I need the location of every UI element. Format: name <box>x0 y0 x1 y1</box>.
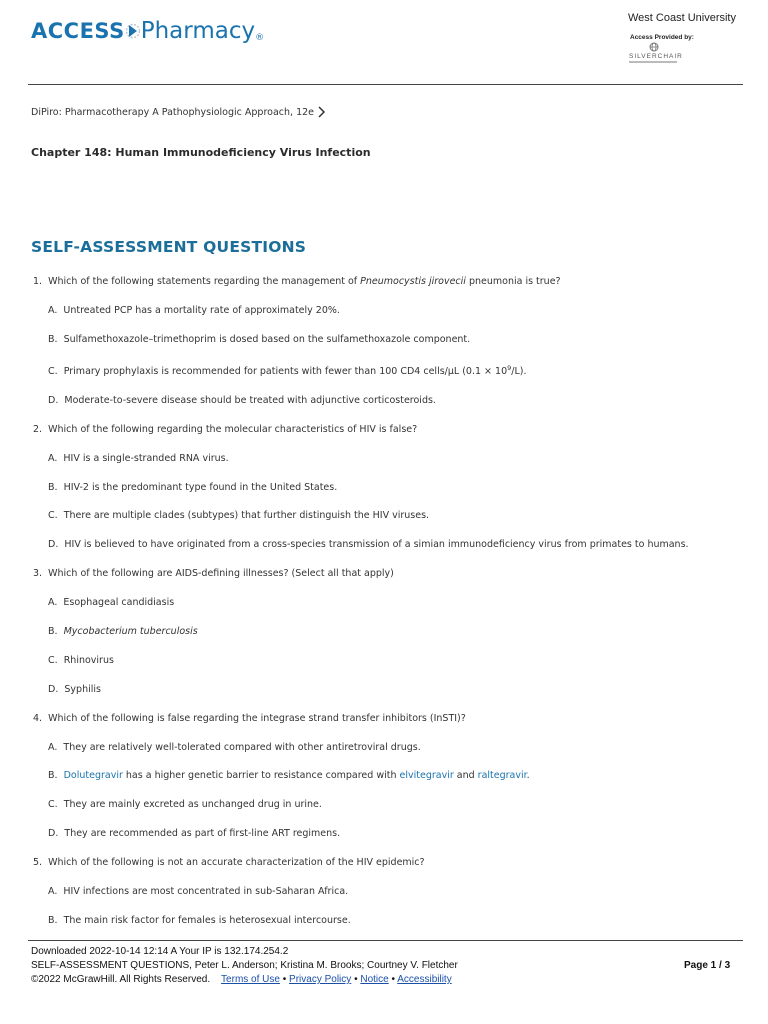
logo-arrow-icon <box>126 20 140 42</box>
footer-divider <box>28 940 743 941</box>
question-2-option-b: B. HIV-2 is the predominant type found in the United States. <box>48 482 338 493</box>
section-title: SELF-ASSESSMENT QUESTIONS <box>31 238 307 256</box>
institution-name: West Coast University <box>628 12 736 24</box>
access-provided-label: Access Provided by: <box>630 34 694 41</box>
logo-registered-mark: ® <box>255 33 265 43</box>
question-3-option-c: C. Rhinovirus <box>48 655 114 666</box>
notice-link[interactable]: Notice <box>360 974 389 985</box>
question-2: 2. Which of the following regarding the molecular characteristics of HIV is false? <box>33 424 418 435</box>
elvitegravir-link[interactable]: elvitegravir <box>399 770 454 781</box>
question-5-option-a: A. HIV infections are most concentrated in sub-Saharan Africa. <box>48 886 349 897</box>
footer-legal: ©2022 McGrawHill. All Rights Reserved. Terms of Use • Privacy Policy • Notice • Accessibility <box>31 974 452 985</box>
footer-copyright: ©2022 McGrawHill. All Rights Reserved. <box>31 974 211 985</box>
footer-download-info: Downloaded 2022-10-14 12:14 A Your IP is 132.174.254.2 <box>31 946 289 957</box>
question-1-option-c: C. Primary prophylaxis is recommended for patients with fewer than 100 CD4 cells/μL $(0.1 \times 10^9/L)$. <box>48 364 527 378</box>
question-1-option-a: A. Untreated PCP has a mortality rate of approximately 20%. <box>48 305 340 316</box>
question-1-option-b: B. Sulfamethoxazole–trimethoprim is dosed based on the sulfamethoxazole component. <box>48 334 471 345</box>
breadcrumb-book-title[interactable]: DiPiro: Pharmacotherapy A Pathophysiologic Approach, 12e <box>31 106 315 118</box>
accessibility-link[interactable]: Accessibility <box>397 974 452 985</box>
question-4-option-d: D. They are recommended as part of first-line ART regimens. <box>48 828 341 839</box>
breadcrumb[interactable] <box>31 106 326 118</box>
question-3: 3. Which of the following are AIDS-defining illnesses? (Select all that apply) <box>33 568 394 579</box>
provider-logo: SILVERCHAIR <box>629 53 683 60</box>
question-1-option-d: D. Moderate-to-severe disease should be treated with adjunctive corticosteroids. <box>48 395 436 406</box>
question-4: 4. Which of the following is false regarding the integrase strand transfer inhibitors (InSTI)? <box>33 713 466 724</box>
provider-logo-underline <box>629 61 677 63</box>
question-3-option-a: A. Esophageal candidiasis <box>48 597 175 608</box>
question-4-option-a: A. They are relatively well-tolerated compared with other antiretroviral drugs. <box>48 742 421 753</box>
footer-citation: SELF-ASSESSMENT QUESTIONS, Peter L. Anderson; Kristina M. Brooks; Courtney V. Fletcher <box>31 960 458 971</box>
question-2-option-a: A. HIV is a single-stranded RNA virus. <box>48 453 229 464</box>
question-3-option-b: B. Mycobacterium tuberculosis <box>48 626 198 637</box>
silverchair-globe-icon <box>649 42 659 52</box>
question-4-option-b: B. Dolutegravir has a higher genetic barrier to resistance compared with elvitegravir and raltegravir. <box>48 770 530 781</box>
page-number: Page 1 / 3 <box>684 960 731 971</box>
chevron-right-icon <box>316 106 326 118</box>
logo-pharmacy-text: Pharmacy <box>140 18 256 44</box>
raltegravir-link[interactable]: raltegravir <box>477 770 527 781</box>
question-2-option-d: D. HIV is believed to have originated from a cross-species transmission of a simian immunodeficiency virus from primates to humans. <box>48 539 689 550</box>
logo-access-text: ACCESS <box>31 19 125 43</box>
access-pharmacy-logo[interactable] <box>31 13 264 49</box>
chapter-title: Chapter 148: Human Immunodeficiency Virus Infection <box>31 146 371 159</box>
privacy-policy-link[interactable]: Privacy Policy <box>289 974 352 985</box>
question-4-option-c: C. They are mainly excreted as unchanged drug in urine. <box>48 799 322 810</box>
question-2-option-c: C. There are multiple clades (subtypes) that further distinguish the HIV viruses. <box>48 510 430 521</box>
question-3-option-d: D. Syphilis <box>48 684 101 695</box>
terms-of-use-link[interactable]: Terms of Use <box>221 974 280 985</box>
question-5-option-b: B. The main risk factor for females is heterosexual intercourse. <box>48 915 351 926</box>
header-divider <box>28 84 743 85</box>
dolutegravir-link[interactable]: Dolutegravir <box>63 770 123 781</box>
question-1: 1. Which of the following statements regarding the management of Pneumocystis jirovecii pneumonia is true? <box>33 276 561 287</box>
question-5: 5. Which of the following is not an accurate characterization of the HIV epidemic? <box>33 857 425 868</box>
